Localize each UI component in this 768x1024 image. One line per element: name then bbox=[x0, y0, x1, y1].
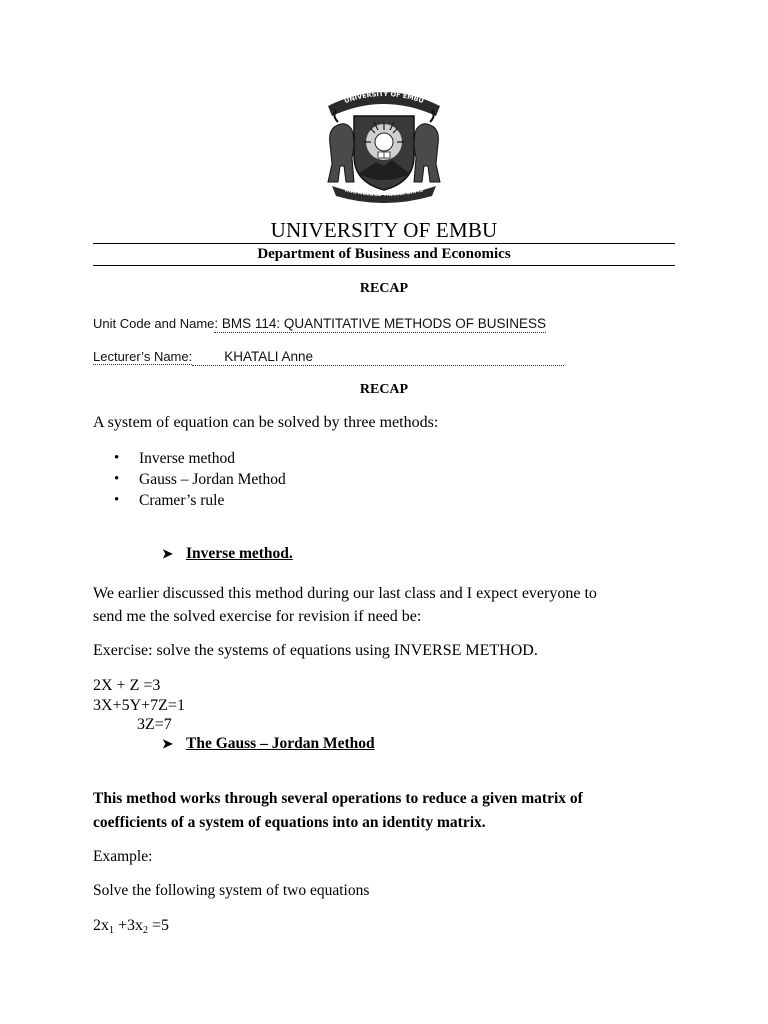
university-crest-logo bbox=[318, 86, 450, 206]
recap-heading-second: RECAP bbox=[359, 382, 409, 397]
lecturer-label: Lecturer’s Name: bbox=[93, 349, 193, 364]
equation-2: 3X+5Y+7Z=1 bbox=[93, 697, 185, 714]
equation-1: 2X + Z =3 bbox=[93, 677, 161, 694]
list-item: • Gauss – Jordan Method bbox=[114, 469, 286, 490]
unit-code-row bbox=[93, 315, 546, 333]
list-item: • Inverse method bbox=[114, 448, 286, 469]
arrow-bullet-icon: ➤ bbox=[162, 546, 173, 561]
lecturer-row bbox=[93, 348, 564, 366]
inverse-method-heading-text: Inverse method. bbox=[186, 545, 293, 562]
intro-text: A system of equation can be solved by three methods: bbox=[93, 414, 439, 431]
eq-term: +3x bbox=[114, 917, 144, 934]
arrow-bullet-icon: ➤ bbox=[162, 736, 173, 751]
header-rule-top bbox=[93, 243, 675, 244]
eq-term: =5 bbox=[148, 917, 170, 934]
lecturer-value: KHATALI Anne bbox=[192, 349, 564, 366]
recap-heading-top: RECAP bbox=[359, 281, 409, 296]
header-rule-bottom bbox=[93, 265, 675, 266]
gauss-jordan-heading bbox=[162, 735, 375, 753]
svg-text:KNOWLEDGE TRANSFORMS: KNOWLEDGE TRANSFORMS bbox=[344, 187, 424, 199]
paragraph-line: This method works through several operations to reduce a given matrix of bbox=[93, 790, 583, 807]
eq-subscript: 1 bbox=[109, 925, 114, 936]
university-title: UNIVERSITY OF EMBU bbox=[270, 218, 498, 242]
methods-list bbox=[114, 448, 286, 511]
eq-term: 2x bbox=[93, 917, 109, 934]
paragraph-line: We earlier discussed this method during our last class and I expect everyone to bbox=[93, 585, 597, 602]
solve-instruction: Solve the following system of two equations bbox=[93, 882, 370, 899]
paragraph-line: coefficients of a system of equations into an identity matrix. bbox=[93, 814, 486, 831]
department-name: Department of Business and Economics bbox=[257, 246, 511, 262]
exercise-text: Exercise: solve the systems of equations using INVERSE METHOD. bbox=[93, 642, 538, 659]
equation-final bbox=[93, 917, 169, 936]
inverse-method-heading bbox=[162, 545, 293, 563]
unit-code-label: Unit Code and Name bbox=[93, 316, 215, 331]
example-label: Example: bbox=[93, 848, 153, 865]
unit-code-value: : BMS 114: QUANTITATIVE METHODS OF BUSINESS bbox=[214, 316, 546, 331]
paragraph-line: send me the solved exercise for revision if need be: bbox=[93, 608, 422, 625]
gauss-jordan-heading-text: The Gauss – Jordan Method bbox=[186, 735, 375, 752]
svg-text:UNIVERSITY OF EMBU: UNIVERSITY OF EMBU bbox=[343, 89, 425, 106]
eq-subscript: 2 bbox=[143, 925, 149, 936]
equation-3: 3Z=7 bbox=[137, 716, 172, 733]
list-item: • Cramer’s rule bbox=[114, 490, 286, 511]
